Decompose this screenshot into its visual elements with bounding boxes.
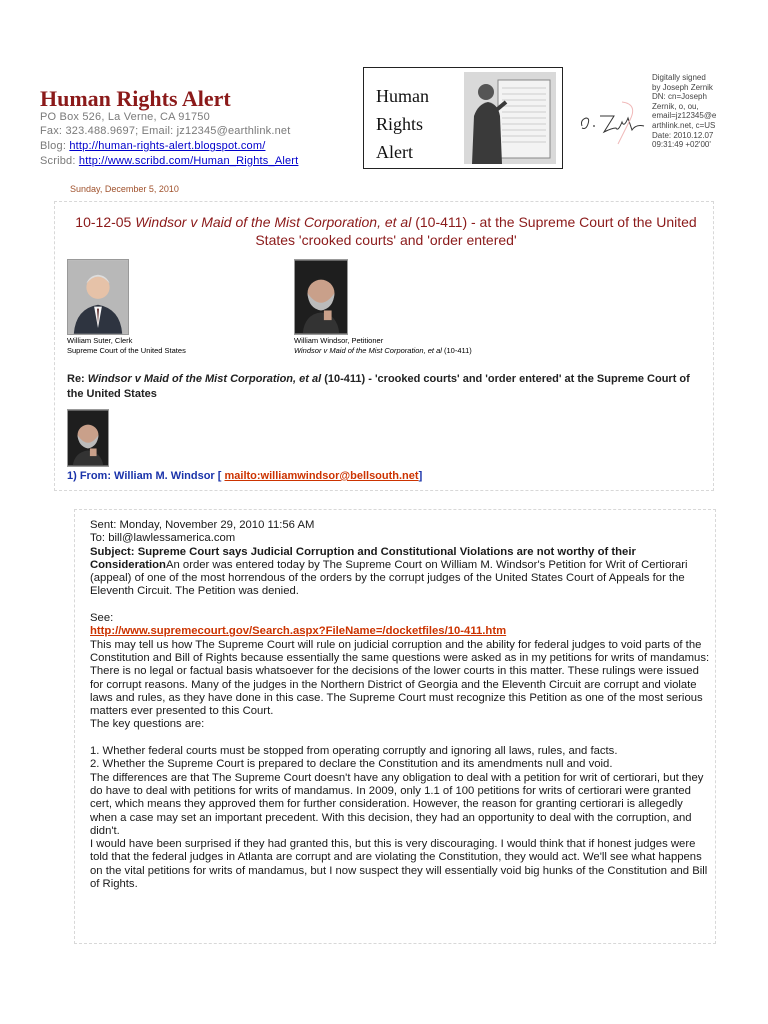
from-email-link[interactable]: mailto:williamwindsor@bellsouth.net <box>224 470 419 482</box>
hra-logo <box>363 67 563 169</box>
org-fax-email: Fax: 323.488.9697; Email: jz12345@earthlink.net <box>40 125 291 137</box>
windsor-caption-case-name: Windsor v Maid of the Mist Corporation, et al <box>294 346 442 355</box>
post-date: Sunday, December 5, 2010 <box>70 184 179 194</box>
email-subject-paragraph <box>90 546 710 599</box>
signature-image <box>578 98 648 148</box>
logo-line-2: Rights <box>376 114 424 134</box>
title-suffix: (10-411) - at the Supreme Court of the United States 'crooked courts' and 'order entered' <box>255 214 697 248</box>
signature-line: 09:31:49 +02'00' <box>652 140 711 150</box>
docket-link[interactable]: http://www.supremecourt.gov/Search.aspx?FileName=/docketfiles/10-411.htm <box>90 625 507 638</box>
title-case-name: Windsor v Maid of the Mist Corporation, et al <box>135 214 412 230</box>
signature-line: Date: 2010.12.07 <box>652 130 714 140</box>
suter-caption-name: William Suter, Clerk <box>67 336 133 345</box>
email-paragraph: The differences are that The Supreme Court doesn't have any obligation to deal with a petition for writ of certiorari, but they do have to deal with petitions for writs of mandamus. In 2009, only 1.1 of 100 petitions for writs of certiorari were granted cert, which means they approved them for further consideration. However, the reason for granting certiorari is allegedly when a case may set an important precedent. With this decision, they had an opportunity to deal with the corruption, and didn't. <box>90 771 704 837</box>
email-paragraph: This may tell us how The Supreme Court will rule on judicial corruption and the ability for federal judges to void parts of the Constitution and Bill of Rights because essentially the same questions were asked as in my petitions for writs of mandamus: <box>90 638 710 664</box>
email-subject: Subject: Supreme Court says Judicial Corruption and Constitutional Violations are not worthy of their Consideration <box>90 545 636 571</box>
signature-line: by Joseph Zernik <box>652 82 713 92</box>
org-scribd-line <box>40 155 298 167</box>
spacer <box>90 732 710 745</box>
re-heading <box>67 372 707 402</box>
signature-line: arthlink.net, c=US <box>652 120 716 130</box>
org-blog-line <box>40 140 265 152</box>
email-docket-line <box>90 625 710 638</box>
scribd-label: Scribd: <box>40 155 76 167</box>
signature-line: Zernik, o, ou, <box>652 101 699 111</box>
email-to: To: bill@lawlessamerica.com <box>90 532 236 545</box>
windsor-caption <box>294 336 472 356</box>
logo-text <box>376 82 429 166</box>
signature-line: DN: cn=Joseph <box>652 92 707 102</box>
question-item: 1. Whether federal courts must be stopped from operating corruptly and ignoring all laws, rules, and facts. <box>90 745 618 758</box>
email-sent: Sent: Monday, November 29, 2010 11:56 AM <box>90 519 315 531</box>
windsor-photo <box>294 259 348 335</box>
from-line <box>67 470 422 482</box>
re-prefix: Re: <box>67 373 88 385</box>
signature-line: email=jz12345@e <box>652 111 717 121</box>
org-address: PO Box 526, La Verne, CA 91750 <box>40 111 210 123</box>
windsor-caption-case-number: (10-411) <box>441 346 472 355</box>
digital-signature-text <box>652 73 764 150</box>
windsor-caption-case <box>294 346 472 356</box>
email-body <box>90 519 710 891</box>
logo-photo-image <box>464 72 556 164</box>
scribd-link[interactable]: http://www.scribd.com/Human_Rights_Alert <box>78 155 299 167</box>
suter-photo <box>67 259 129 335</box>
question-item: 2. Whether the Supreme Court is prepared to declare the Constitution and its amendments null and void. <box>90 758 613 771</box>
blog-label: Blog: <box>40 140 67 152</box>
email-paragraph: I would have been surprised if they had granted this, but this is very discouraging. I would think that if honest judges were told that the federal judges in Atlanta are corrupt and are violating the Constitution, they would act. We'll see what happens on the vital petitions for writs of mandamus, but I now suspect they will essentially void big hunks of the Constitution and Bill of Rights. <box>90 838 708 891</box>
re-suffix: (10-411) - 'crooked courts' and 'order entered' at the Supreme Court of the United States <box>67 373 690 400</box>
from-suffix: ] <box>418 470 423 482</box>
title-prefix: 10-12-05 <box>75 214 136 230</box>
blog-link[interactable]: http://human-rights-alert.blogspot.com/ <box>69 140 266 152</box>
email-see: See: <box>90 612 114 625</box>
suter-caption-title: Supreme Court of the United States <box>67 346 186 355</box>
signature-line: Digitally signed <box>652 73 706 82</box>
logo-line-3: Alert <box>376 142 413 162</box>
re-case-name: Windsor v Maid of the Mist Corporation, et al <box>87 373 322 385</box>
email-intro: An order was entered today by The Supreme Court on William M. Windsor's Petition for Writ of Certiorari (appeal) of one of the most horrendous of the orders by the corrupt judges of the United States Court of Appeals for the Eleventh Circuit. The Petition was denied. <box>90 558 688 598</box>
windsor-caption-name: William Windsor, Petitioner <box>294 336 384 345</box>
windsor-small-photo <box>67 409 109 467</box>
from-prefix: 1) From: William M. Windsor [ <box>67 470 225 482</box>
article-title <box>66 213 706 249</box>
org-title: Human Rights Alert <box>40 86 231 111</box>
email-paragraph: The key questions are: <box>90 718 205 731</box>
suter-caption <box>67 336 186 356</box>
spacer <box>90 599 710 612</box>
logo-line-1: Human <box>376 86 429 106</box>
email-paragraph: There is no legal or factual basis whatsoever for the decisions of the lower courts in this matter. These rulings were issued for corrupt reasons. Many of the judges in the Northern District of Georgia and the Eleventh Circuit are corrupt and violate laws and rules, as they have done in this case. The Supreme Court must recognize this Petition as one of the most serious matters ever presented to this Court. <box>90 665 703 718</box>
